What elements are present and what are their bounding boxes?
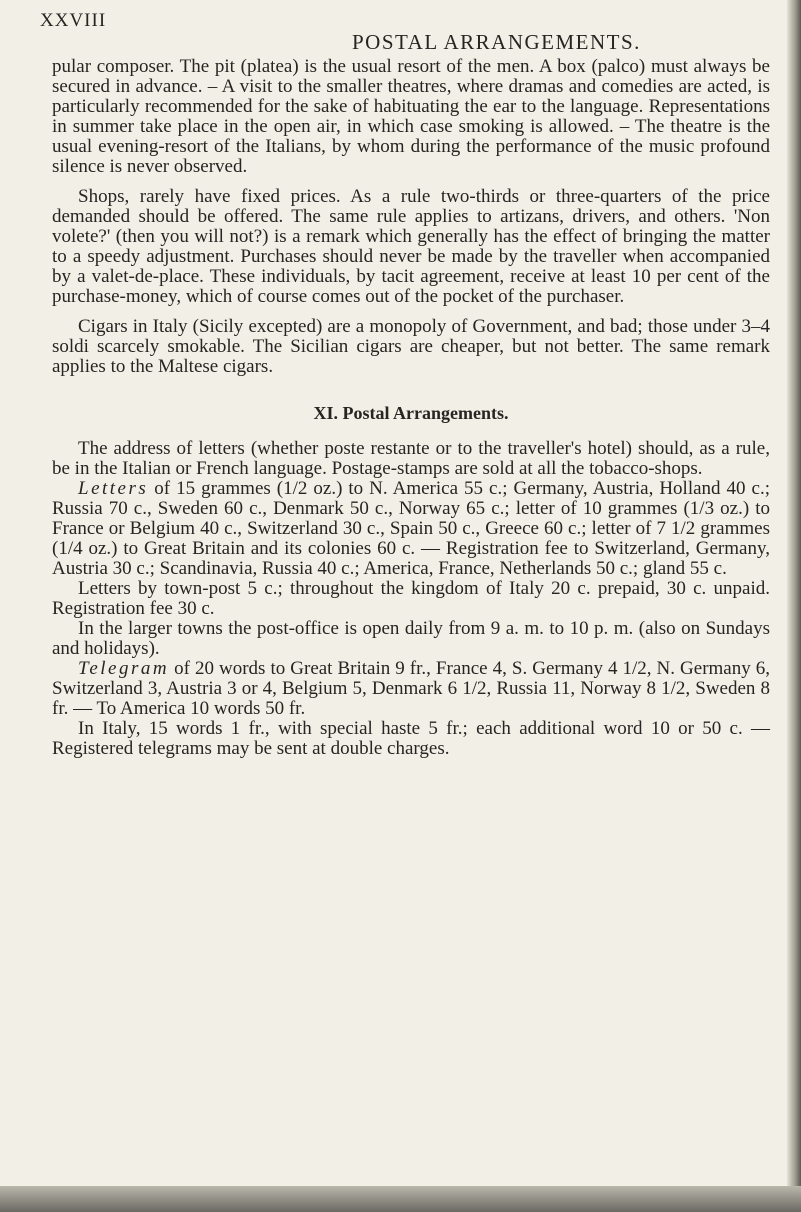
paragraph-theatre: pular composer. The pit (platea) is the usual resort of the men. A box (palco) must always be secured in advance. – A visit to the smaller theatres, where dramas and comedies are acted, is particularly recommended for the sake of habituating the ear to the language. Representations in summer take place in the open air, in which case smoking is allowed. – The theatre is the usual evening-resort of the Italians, by whom during the performance of the music profound silence is never observed. bbox=[52, 56, 770, 177]
telegram-label: Telegram bbox=[78, 658, 170, 679]
paragraph-cigars: Cigars in Italy (Sicily excepted) are a monopoly of Government, and bad; those under 3–4 soldi scarcely smokable. The Sicilian cigars are cheaper, but not better. The same remark applies to the Maltese cigars. bbox=[52, 316, 770, 377]
paragraph-address: The address of letters (whether poste restante or to the traveller's hotel) should, as a rule, be in the Italian or French language. Postage-stamps are sold at all the tobacco-shops. bbox=[52, 438, 770, 479]
letters-label: Letters bbox=[78, 478, 149, 499]
running-title: POSTAL ARRANGEMENTS. bbox=[352, 30, 641, 54]
paragraph-italy-telegrams: In Italy, 15 words 1 fr., with special haste 5 fr.; each additional word 10 or 50 c. — Registered telegrams may be sent at double charges. bbox=[52, 718, 770, 759]
section-heading: XI. Postal Arrangements. bbox=[313, 403, 509, 423]
letters-rates: of 15 grammes (1/2 oz.) to N. America 55 c.; Germany, Austria, Holland 40 c.; Russia 70 c., Sweden 60 c., Denmark 50 c., Norway 65 c.; letter of 10 grammes (1/3 oz.) to France or Belgium 40 c., Switzerland 30 c., Spain 50 c., Greece 60 c.; letter of 7 1/2 grammes (1/4 oz.) to Great Britain and its colonies 60 c. — Registration fee to Switzerland, Germany, Austria 30 c.; Scandinavia, Russia 40 c.; America, France, Netherlands 50 c.; gland 55 c. bbox=[52, 478, 771, 579]
paragraph-town-post: Letters by town-post 5 c.; throughout the kingdom of Italy 20 c. prepaid, 30 c. unpaid. Registration fee 30 c. bbox=[52, 578, 770, 619]
paragraph-telegram bbox=[52, 659, 770, 719]
telegram-rates: of 20 words to Great Britain 9 fr., France 4, S. Germany 4 1/2, N. Germany 6, Switzerland 3, Austria 3 or 4, Belgium 5, Denmark 6 1/2, Russia 11, Norway 8 1/2, Sweden 8 fr. — To America 10 words 50 fr. bbox=[52, 658, 771, 719]
page-spine-shadow bbox=[787, 0, 801, 1212]
paragraph-shops: Shops, rarely have fixed prices. As a rule two-thirds or three-quarters of the price demanded should be offered. The same rule applies to artizans, drivers, and others. 'Non volete?' (then you will not?) is a remark which generally has the effect of bringing the matter to a speedy adjustment. Purchases should never be made by the traveller when accompanied by a valet-de-place. These individuals, by tacit agreement, receive at least 10 per cent of the purchase-money, which of course comes out of the pocket of the purchaser. bbox=[52, 186, 770, 307]
page-bottom-edge bbox=[0, 1186, 801, 1212]
paragraph-letters bbox=[52, 479, 770, 579]
page-number: XXVIII bbox=[40, 10, 107, 31]
paragraph-post-office-hours: In the larger towns the post-office is open daily from 9 a. m. to 10 p. m. (also on Sundays and holidays). bbox=[52, 618, 770, 659]
body-text bbox=[52, 57, 770, 759]
page-header bbox=[40, 6, 770, 54]
